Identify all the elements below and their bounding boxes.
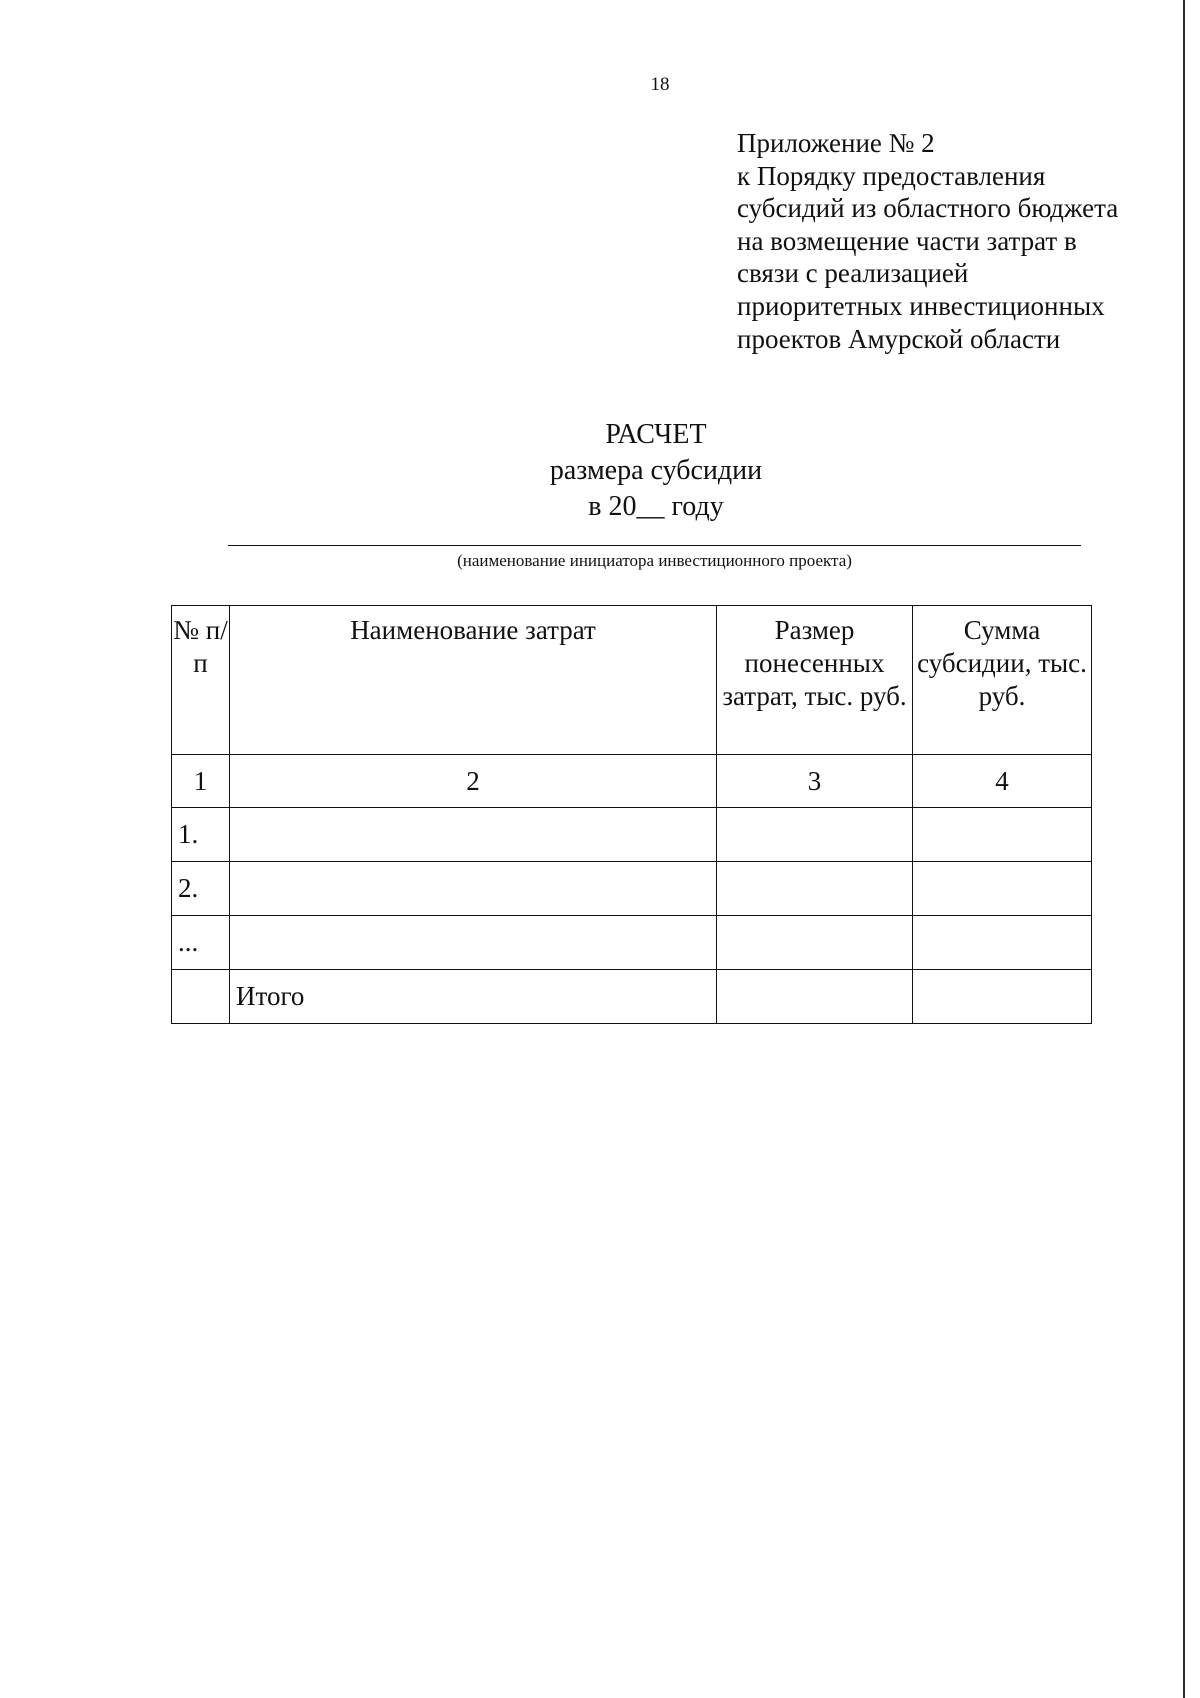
total-label: Итого xyxy=(230,970,717,1024)
row-subsidy-amount xyxy=(913,916,1092,970)
row-cost-amount xyxy=(717,916,913,970)
subsidy-calculation-table xyxy=(171,605,1092,1024)
column-number-row xyxy=(172,755,1092,808)
appendix-line: субсидий из областного бюджета xyxy=(737,193,1119,224)
row-index xyxy=(172,970,230,1024)
table-row xyxy=(172,808,1092,862)
document-title xyxy=(400,417,912,525)
initiator-fill-line xyxy=(228,545,1081,546)
row-subsidy-amount xyxy=(913,808,1092,862)
title-year: в 20__ году xyxy=(588,491,724,522)
column-number: 3 xyxy=(717,755,913,808)
appendix-line: приоритетных инвестиционных xyxy=(737,290,1105,321)
page-edge-rule xyxy=(1183,0,1185,1698)
appendix-line: связи с реализацией xyxy=(737,258,969,289)
column-number: 1 xyxy=(172,755,230,808)
appendix-line: на возмещение части затрат в xyxy=(737,225,1077,256)
row-cost-name xyxy=(230,916,717,970)
appendix-reference xyxy=(737,127,1177,355)
title-main: РАСЧЕТ xyxy=(605,419,707,450)
row-index: ... xyxy=(172,916,230,970)
row-cost-amount xyxy=(717,862,913,916)
row-cost-name xyxy=(230,808,717,862)
column-number: 4 xyxy=(913,755,1092,808)
total-row xyxy=(172,970,1092,1024)
header-index: № п/п xyxy=(172,606,230,755)
row-index: 1. xyxy=(172,808,230,862)
table-row xyxy=(172,862,1092,916)
header-cost-amount: Размер понесенных затрат, тыс. руб. xyxy=(717,606,913,755)
appendix-line: проектов Амурской области xyxy=(737,323,1061,354)
title-subtitle: размера субсидии xyxy=(549,455,763,486)
appendix-line: к Порядку предоставления xyxy=(737,160,1046,191)
total-subsidy-amount xyxy=(913,970,1092,1024)
header-cost-name: Наименование затрат xyxy=(230,606,717,755)
header-subsidy-amount: Сумма субсидии, тыс. руб. xyxy=(913,606,1092,755)
appendix-line: Приложение № 2 xyxy=(737,128,935,158)
page-number: 18 xyxy=(650,74,670,95)
total-cost-amount xyxy=(717,970,913,1024)
table-header-row xyxy=(172,606,1092,755)
row-index: 2. xyxy=(172,862,230,916)
table-row xyxy=(172,916,1092,970)
row-cost-amount xyxy=(717,808,913,862)
initiator-caption: (наименование инициатора инвестиционного проекта) xyxy=(457,551,852,570)
row-cost-name xyxy=(230,862,717,916)
column-number: 2 xyxy=(230,755,717,808)
row-subsidy-amount xyxy=(913,862,1092,916)
